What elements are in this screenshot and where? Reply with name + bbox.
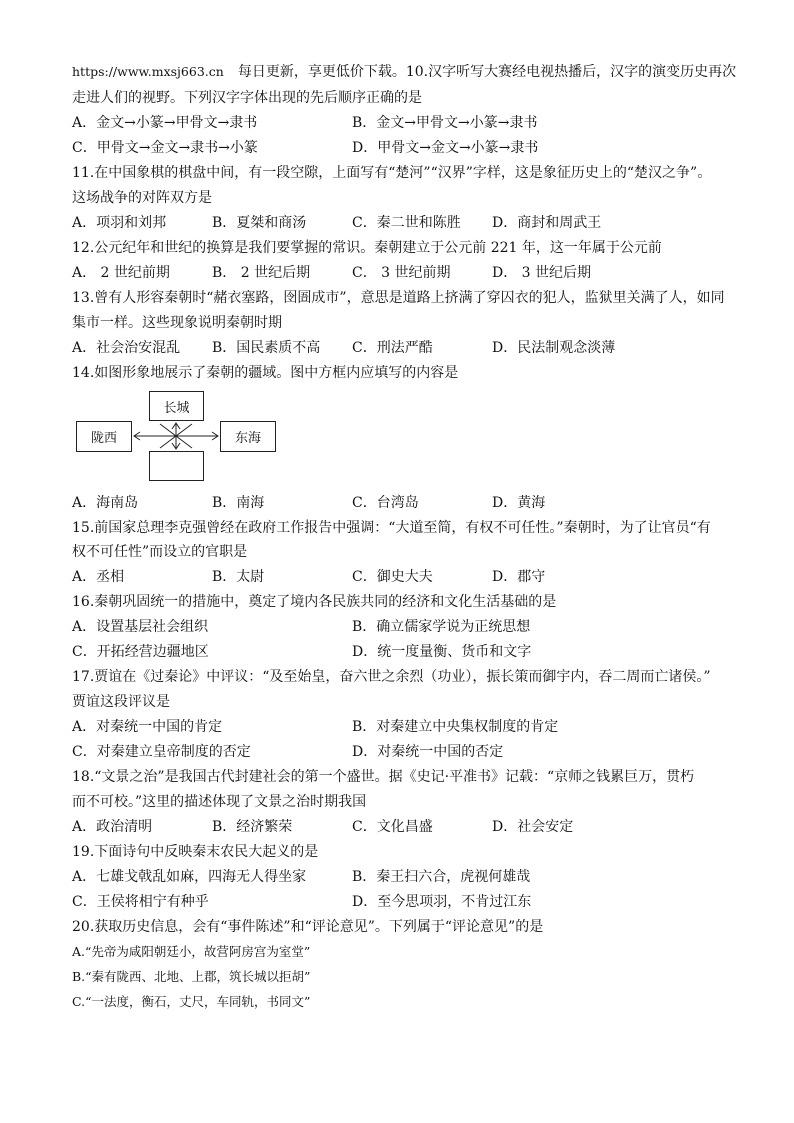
q14-option-d: D．黄海 [492, 495, 546, 511]
q12-option-c: C． 3 世纪前期 [352, 265, 451, 281]
q11-option-c: C．秦二世和陈胜 [352, 215, 461, 231]
arrow-head-north [172, 423, 180, 429]
q20-stem-1: 20.获取历史信息，会有“事件陈述”和“评论意见”。下列属于“评论意见”的是 [72, 919, 544, 935]
q19-option-c: C．王侯将相宁有种乎 [72, 894, 209, 910]
arrow-head-west [134, 432, 140, 440]
q19-option-a: A．七雄戈戟乱如麻，四海无人得坐家 [72, 869, 307, 885]
q18-option-b: B．经济繁荣 [212, 819, 293, 835]
q10-stem-2: 走进人们的视野。下列汉字字体出现的先后顺序正确的是 [72, 90, 422, 106]
q20-option-b: B.“秦有陇西、北地、上郡，筑长城以拒胡” [72, 969, 311, 984]
q11-option-a: A．项羽和刘邦 [72, 215, 167, 231]
q13-option-d: D．民法制观念淡薄 [492, 340, 616, 356]
arrow-diag-1 [160, 424, 192, 448]
q15-option-a: A．丞相 [72, 569, 125, 585]
q13-option-b: B．国民素质不高 [212, 340, 321, 356]
q10-option-a: A．金文→小篆→甲骨文→隶书 [72, 115, 258, 131]
q12-stem-1: 12.公元纪年和世纪的换算是我们要掌握的常识。秦朝建立于公元前 221 年，这一年属于公元前 [72, 240, 662, 256]
q14-stem-1: 14.如图形象地展示了秦朝的疆域。图中方框内应填写的内容是 [72, 365, 459, 381]
q17-stem-2: 贾谊这段评议是 [72, 694, 170, 710]
q18-option-c: C．文化昌盛 [352, 819, 433, 835]
q13-option-c: C．刑法严酷 [352, 340, 433, 356]
q12-option-d: D． 3 世纪后期 [492, 265, 592, 281]
q15-stem-2: 权不可任性”而设立的官职是 [72, 544, 248, 560]
q10-option-b: B．金文→甲骨文→小篆→隶书 [352, 115, 538, 131]
q16-option-c: C．开拓经营边疆地区 [72, 644, 209, 660]
q11-stem-1: 11.在中国象棋的棋盘中间，有一段空隙，上面写有“楚河”“汉界”字样，这是象征历史上的“楚汉之争”。 [72, 165, 712, 181]
header-line [72, 63, 736, 81]
q16-option-a: A．设置基层社会组织 [72, 619, 209, 635]
q12-option-a: A． 2 世纪前期 [72, 265, 170, 281]
q17-option-b: B．对秦建立中央集权制度的肯定 [352, 719, 559, 735]
arrow-head-east [212, 432, 218, 440]
map-box-south-blank[interactable] [149, 451, 204, 481]
q16-option-d: D．统一度量衡、货币和文字 [352, 644, 532, 660]
q18-option-a: A．政治清明 [72, 819, 153, 835]
q11-option-d: D．商封和周武王 [492, 215, 602, 231]
q11-option-b: B．夏桀和商汤 [212, 215, 307, 231]
q19-stem-1: 19.下面诗句中反映秦末农民大起义的是 [72, 844, 319, 860]
q14-option-a: A．海南岛 [72, 495, 139, 511]
arrow-diag-2 [160, 424, 192, 448]
q16-option-b: B．确立儒家学说为正统思想 [352, 619, 531, 635]
q16-stem-1: 16.秦朝巩固统一的措施中，奠定了境内各民族共同的经济和文化生活基础的是 [72, 594, 557, 610]
q18-option-d: D．社会安定 [492, 819, 574, 835]
q20-option-c: C.“一法度，衡石，丈尺，车同轨，书同文” [72, 994, 311, 1009]
q11-stem-2: 这场战争的对阵双方是 [72, 190, 212, 206]
q13-option-a: A．社会治安混乱 [72, 340, 181, 356]
map-box-west: 陇西 [76, 421, 132, 452]
arrow-head-south [172, 443, 180, 449]
q10-option-c: C．甲骨文→金文→隶书→小篆 [72, 140, 258, 156]
q13-stem-1: 13.曾有人形容秦朝时“赭衣塞路，囹圄成市”，意思是道路上挤满了穿囚衣的犯人，监狱里关满了人，如同 [72, 290, 725, 306]
q15-option-b: B．太尉 [212, 569, 265, 585]
q19-option-b: B．秦王扫六合，虎视何雄哉 [352, 869, 531, 885]
q15-stem-1: 15.前国家总理李克强曾经在政府工作报告中强调：“大道至简，有权不可任性。”秦朝时，为了让官员“有 [72, 520, 711, 536]
q10-option-d: D．甲骨文→金文→小篆→隶书 [352, 140, 539, 156]
q18-stem-1: 18.“文景之治”是我国古代封建社会的第一个盛世。据《史记·平准书》记载：“京师之钱累巨万，贯朽 [72, 769, 695, 785]
q14-option-b: B．南海 [212, 495, 265, 511]
promo-text: 每日更新，享更低价下载。 [237, 64, 406, 80]
map-box-east: 东海 [220, 421, 276, 452]
q14-option-c: C．台湾岛 [352, 495, 419, 511]
site-url[interactable]: https://www.mxsj663.cn [72, 64, 224, 79]
q13-stem-2: 集市一样。这些现象说明秦朝时期 [72, 315, 282, 331]
q15-option-c: C．御史大夫 [352, 569, 433, 585]
q17-option-c: C．对秦建立皇帝制度的否定 [72, 744, 251, 760]
q17-option-d: D．对秦统一中国的否定 [352, 744, 504, 760]
q20-option-a: A.“先帝为咸阳朝廷小，故营阿房宫为室堂” [72, 944, 311, 959]
q19-option-d: D．至今思项羽，不肯过江东 [352, 894, 532, 910]
q12-option-b: B． 2 世纪后期 [212, 265, 311, 281]
q18-stem-2: 而不可校。”这里的描述体现了文景之治时期我国 [72, 794, 367, 810]
q17-option-a: A．对秦统一中国的肯定 [72, 719, 223, 735]
q10-stem-1: 10.汉字听写大赛经电视热播后，汉字的演变历史再次 [405, 64, 737, 80]
map-box-north: 长城 [149, 391, 204, 421]
q17-stem-1: 17.贾谊在《过秦论》中评议：“及至始皇，奋六世之余烈（功业），振长策而御宇内，吞二周而亡诸侯。” [72, 669, 711, 685]
q15-option-d: D．郡守 [492, 569, 546, 585]
